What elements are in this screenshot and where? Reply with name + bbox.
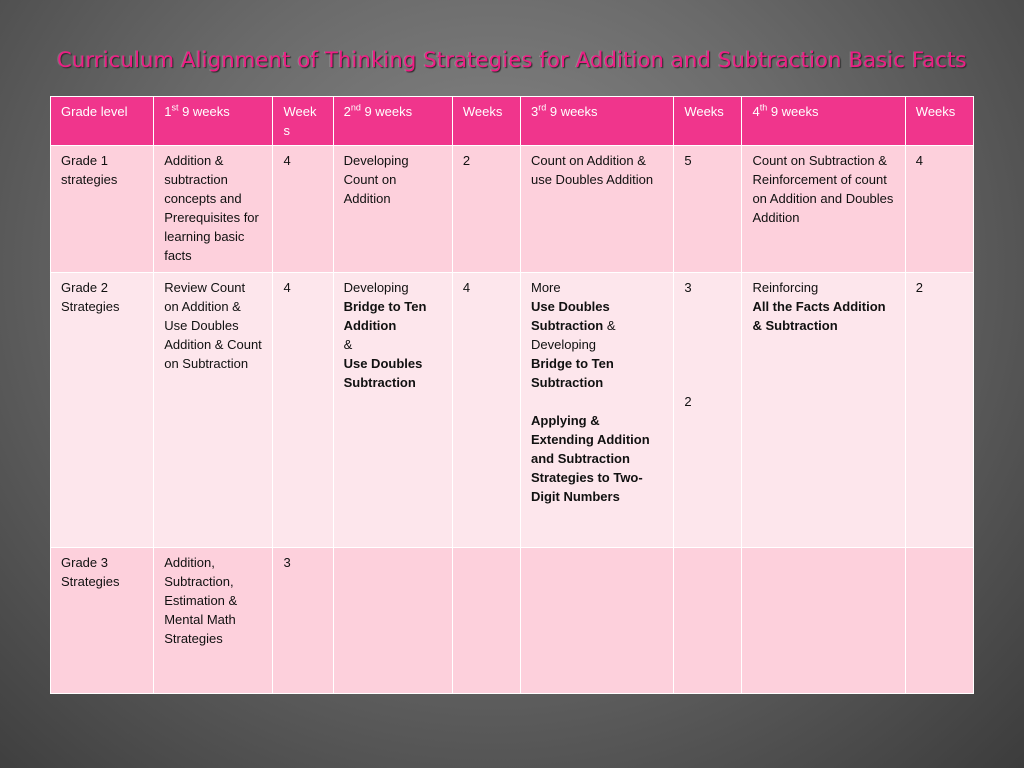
q2-prefix: Developing [343,280,409,296]
header-q3-sup: rd [538,102,547,113]
header-q3-num: 3 [530,104,539,119]
q3-spacer [531,392,663,411]
q3-developing: Developing [530,337,597,353]
header-q1-sup: st [171,102,179,113]
cell-weeks-4 [905,547,973,693]
cell-q4: Count on Subtraction & Reinforcement of count on Addition and Doubles Addition [742,146,905,273]
weeks-3-spacer [684,373,731,392]
cell-q1: Review Count on Addition & Use Doubles Addition & Count on Subtraction [154,273,273,548]
cell-q2 [333,273,452,548]
header-q3-rest: 9 weeks [546,104,598,119]
cell-q4 [742,547,905,693]
cell-grade: Grade 1 strategies [51,146,154,273]
q3-strategy-a: Use Doubles Subtraction [530,299,610,334]
cell-q2 [333,547,452,693]
weeks-3-value-a: 3 [684,280,692,296]
cell-q2: Developing Count on Addition [333,146,452,273]
cell-q1: Addition, Subtraction, Estimation & Mental Math Strategies [154,547,273,693]
q3-strategy-b: Bridge to Ten Subtraction [530,356,614,391]
q3-strategy-c: Applying & Extending Addition and Subtraction Strategies to Two-Digit Numbers [530,413,650,505]
header-q4-rest: 9 weeks [767,104,819,119]
header-q1 [154,97,273,146]
header-q2 [333,97,452,146]
q4-prefix: Reinforcing [752,280,819,296]
cell-weeks-4: 2 [905,273,973,548]
header-q1-rest: 9 weeks [178,104,230,119]
cell-grade: Grade 2 Strategies [51,273,154,548]
cell-q3: Count on Addition & use Doubles Addition [520,146,673,273]
cell-weeks-2: 2 [452,146,520,273]
weeks-3-spacer [684,354,731,373]
header-q4-sup: th [759,102,768,113]
cell-weeks-1: 4 [273,146,333,273]
header-grade-level: Grade level [51,97,154,146]
table-row-grade-2 [51,273,974,548]
q2-strategy-a: Bridge to Ten Addition [343,299,427,334]
weeks-3-spacer [684,297,731,316]
cell-q3 [520,273,673,548]
curriculum-table [50,96,974,694]
header-q3 [520,97,673,146]
cell-q1: Addition & subtraction concepts and Prerequisites for learning basic facts [154,146,273,273]
header-weeks-2: Weeks [452,97,520,146]
cell-weeks-3: 5 [674,146,742,273]
cell-weeks-2 [452,547,520,693]
weeks-3-value-b: 2 [684,394,692,410]
header-weeks-1: Week s [273,97,333,146]
weeks-3-spacer [684,316,731,335]
cell-weeks-4: 4 [905,146,973,273]
header-row [51,97,974,146]
header-q1-num: 1 [164,104,172,119]
table-row-grade-3 [51,547,974,693]
q3-prefix: More [530,280,561,296]
header-q2-rest: 9 weeks [360,104,413,119]
cell-weeks-3 [674,547,742,693]
q3-ampersand: & [603,318,616,334]
cell-weeks-1: 3 [273,547,333,693]
header-weeks-4: Weeks [905,97,973,146]
cell-q4 [742,273,905,548]
q2-strategy-b: Use Doubles Subtraction [343,356,423,391]
cell-grade: Grade 3 Strategies [51,547,154,693]
header-q4-num: 4 [752,104,760,119]
header-q4 [742,97,905,146]
cell-weeks-3 [674,273,742,548]
weeks-3-spacer [684,335,731,354]
header-weeks-3: Weeks [674,97,742,146]
cell-weeks-1: 4 [273,273,333,548]
q2-ampersand: & [343,337,353,353]
header-q2-sup: nd [350,102,361,113]
cell-q3 [520,547,673,693]
cell-weeks-2: 4 [452,273,520,548]
slide-title: Curriculum Alignment of Thinking Strategies for Addition and Subtraction Basic Facts [57,48,967,72]
q4-strategy-a: All the Facts Addition & Subtraction [752,299,886,334]
table-row-grade-1 [51,146,974,273]
header-q2-num: 2 [343,104,351,119]
